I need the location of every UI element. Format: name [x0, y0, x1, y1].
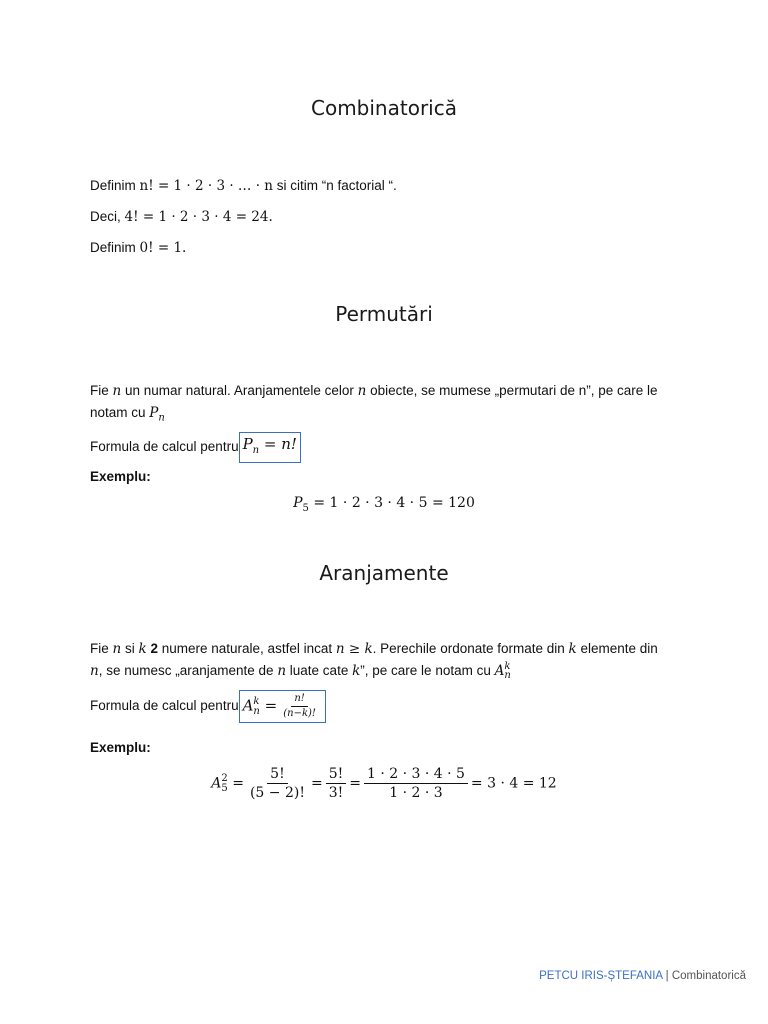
- permutari-example-equation: $P_5 = 1 \cdot 2 \cdot 3 \cdot 4 \cdot 5 = 120$: [293, 495, 475, 514]
- example-line-4-factorial: Deci, 4! = 1 · 2 · 3 · 4 = 24.: [90, 209, 273, 225]
- aranjamente-formula-line: Formula de calcul pentru A k n = $\frac{n!}{(n-k)!}$: [90, 690, 690, 723]
- aranjamente-example-label: Exemplu:: [90, 740, 151, 755]
- aranjamente-definition: Fie n si k 2 numere naturale, astfel incat n ≥ k. Perechile ordonate formate din k elemente din n, se numesc „aranjamente de n luate cate k”, pe care le notam cu A k n: [90, 641, 658, 682]
- permutari-formula-line: Formula de calcul pentru $P_n = n$!: [90, 432, 690, 463]
- page-footer: [539, 970, 746, 982]
- permutari-example-label: Exemplu:: [90, 469, 151, 484]
- section-title-aranjamente: Aranjamente: [319, 561, 449, 585]
- section-title-permutari: Permutări: [335, 302, 433, 326]
- aranjamente-example-equation: A 2 5 = $\frac{5!}{(5 - 2)!}$ = $\frac{5!}{3!}$ = $\frac{1 \cdot 2 \cdot 3 \cdot 4 \cdot 5}{1 \cdot 2 \cdot 3}$ = 3 · 4 = 12: [211, 766, 557, 801]
- definition-line-zero-factorial: Definim 0! = 1.: [90, 240, 187, 256]
- permutari-formula-box: $P_n = n$!: [239, 432, 301, 463]
- footer-author: PETCU IRIS-ȘTEFANIA: [539, 970, 663, 982]
- aranjamente-formula-box: A k n = $\frac{n!}{(n-k)!}$: [239, 690, 326, 723]
- section-title-combinatorica: Combinatorică: [311, 96, 457, 120]
- permutari-definition: Fie n un numar natural. Aranjamentele celor n obiecte, se mumese „permutari de n”, pe care le notam cu $P_n$: [90, 383, 658, 424]
- footer-separator: |: [665, 970, 669, 982]
- definition-line-factorial: Definim n! = 1 · 2 · 3 · … · n si citim “n factorial “.: [90, 178, 397, 194]
- footer-doc-title: Combinatorică: [671, 970, 746, 982]
